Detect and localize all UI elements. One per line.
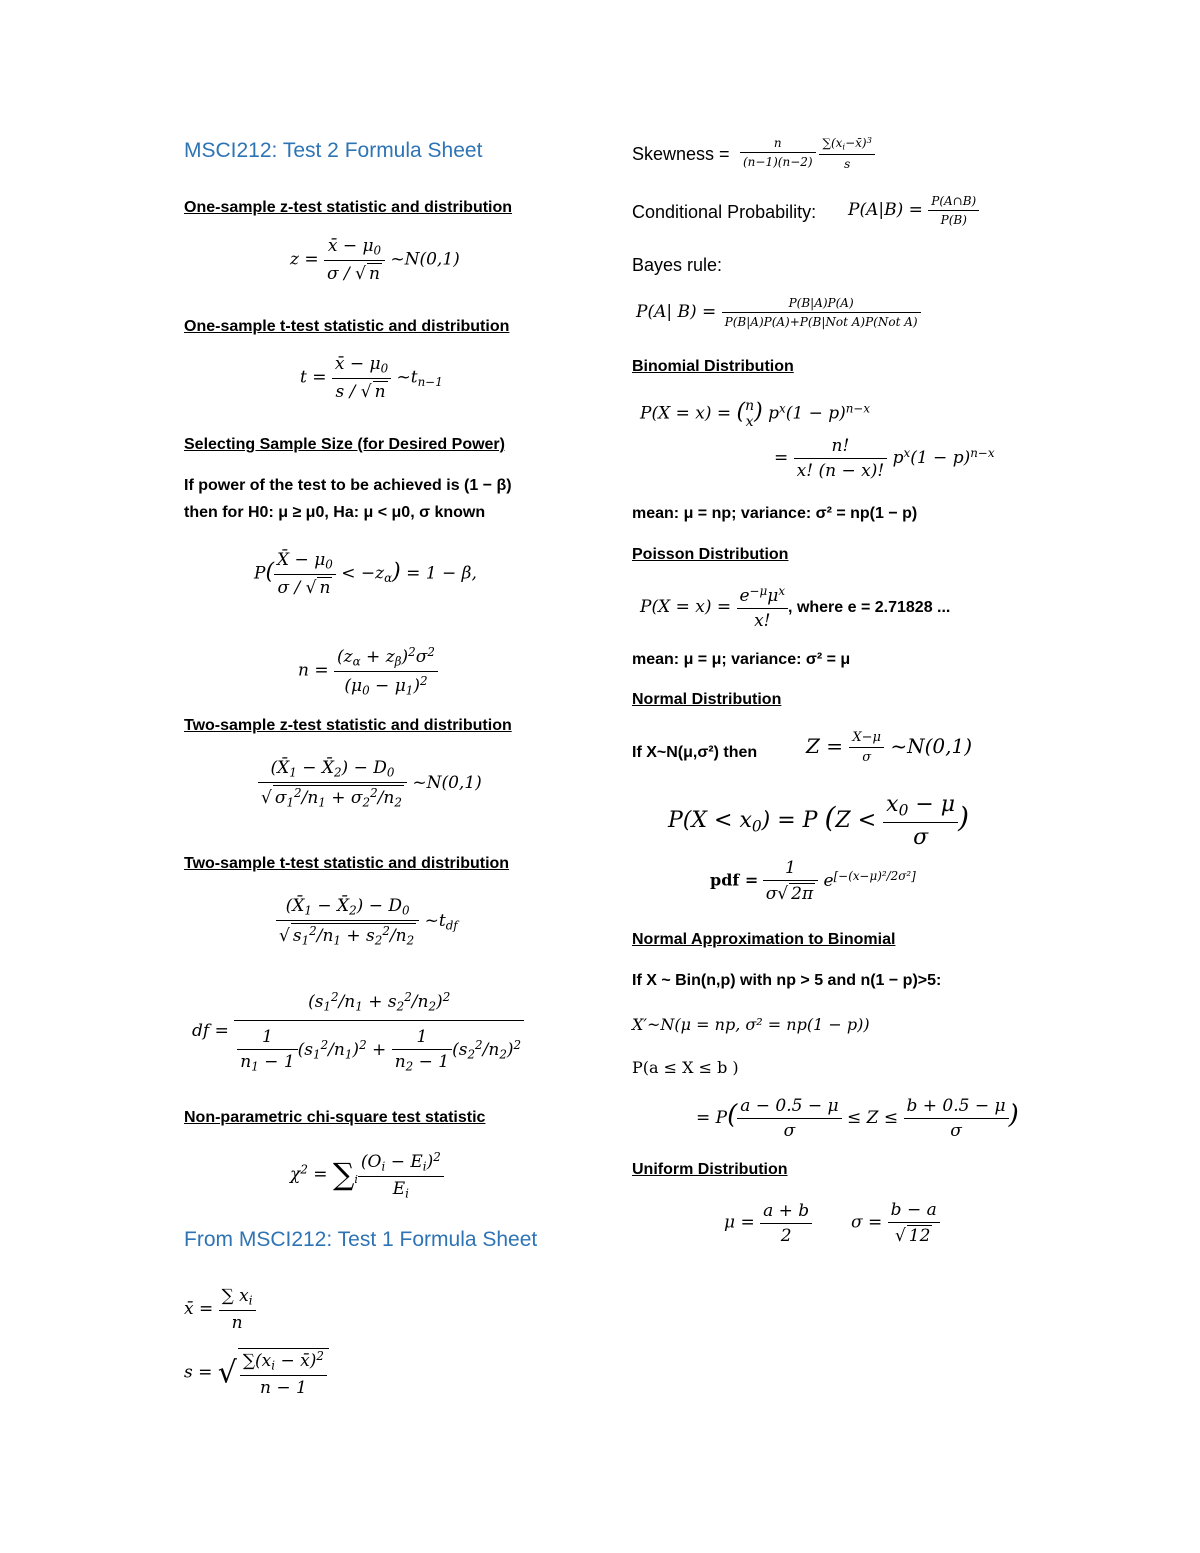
poisson-mean-variance: mean: μ = μ; variance: σ² = μ <box>632 651 851 668</box>
approx-condition: If X ~ Bin(n,p) with np > 5 and n(1 − p)>5: <box>632 972 942 989</box>
label-bayes-rule: Bayes rule: <box>632 255 723 275</box>
formula-two-sample-z: $\frac{(X̄_1 - X̄_2) - D_0}{√ \sigma_1^2/n_1 + \sigma_2^2/n_2}$ ~N(0,1) <box>258 758 482 809</box>
heading-binomial: Binomial Distribution <box>632 358 794 375</box>
heading-poisson: Poisson Distribution <box>632 546 789 563</box>
formula-t-statistic: t = $\frac{x̄ - \mu_0}{s / √ n}$ $\sim t_{n-1}$ <box>300 354 443 402</box>
formula-binomial-factorial: = $\frac{n!}{x! (n - x)!}$ $p^x(1 - p)^{n-x}$ <box>774 436 995 481</box>
power-condition-line1: If power of the test to be achieved is (1 − β) <box>184 477 512 494</box>
heading-uniform: Uniform Distribution <box>632 1161 788 1178</box>
heading-two-sample-t: Two-sample t-test statistic and distribution <box>184 855 510 872</box>
formula-sample-size-n: n = $\frac{(z_\alpha + z_\beta)^2\sigma^2}{(\mu_0 - \mu_1)^2}$ <box>298 645 438 697</box>
poisson-where-note: , where e = 2.71828 ... <box>788 598 951 616</box>
approx-probability-range: P(a ≤ X ≤ b ) <box>632 1058 739 1077</box>
label-conditional-probability: Conditional Probability: <box>632 202 817 222</box>
formula-bayes: P(A| B) = $\frac{P(B|A)P(A)}{\text{P(B|A)P(A)+P(B|Not A)P(Not A)}}$ <box>636 296 921 329</box>
formula-skewness: $\frac{n}{(n-1)(n-2)}$ $\frac{\sum(x_i-x̄)^3}{s}$ <box>740 135 875 171</box>
formula-two-sample-t: $\frac{(X̄_1 - X̄_2) - D_0}{√ s_1^2/n_1 + s_2^2/n_2}$ $\sim t_{df}$ <box>276 896 458 947</box>
formula-power-probability: P( $\frac{X̄ - \mu_0}{\sigma / √ n}$ < $-z_\alpha) = 1 - \beta$, <box>254 550 477 598</box>
heading-normal-approximation: Normal Approximation to Binomial <box>632 931 896 948</box>
formula-z-standardization: Z = $\frac{X-\mu}{\sigma}$ ~N(0,1) <box>806 730 973 765</box>
formula-binomial-pmf: P(X = x) = ( n x ) $p^x(1 - p)^{n-x}$ <box>640 398 871 430</box>
heading-normal: Normal Distribution <box>632 691 782 708</box>
heading-one-sample-z: One-sample z-test statistic and distribution <box>184 199 513 216</box>
section-title-test1: From MSCI212: Test 1 Formula Sheet <box>184 1228 538 1251</box>
approx-x-prime: X′~N(μ = np, σ² = np(1 − p)) <box>632 1015 870 1034</box>
heading-two-sample-z: Two-sample z-test statistic and distribution <box>184 717 512 734</box>
formula-normal-probability: $P(X < x_0) = P$ (Z < $\frac{x_0 - \mu}{\sigma}$ ) <box>668 792 970 850</box>
formula-sample-mean: x̄ = $\frac{\sum x_i}{n}$ <box>184 1286 256 1333</box>
formula-continuity-correction: = P( $\frac{a - 0.5 - \mu}{\sigma}$ ≤ Z ≤ $\frac{b + 0.5 - \mu}{\sigma}$ ) <box>696 1096 1019 1141</box>
label-pdf: pdf = <box>710 870 759 890</box>
page-title: MSCI212: Test 2 Formula Sheet <box>184 139 483 162</box>
heading-one-sample-t: One-sample t-test statistic and distribution <box>184 318 510 335</box>
formula-chi-square: $\chi^2 = \sum_i$ $\frac{(O_i - E_i)^2}{E_i}$ <box>290 1150 444 1200</box>
power-condition-line2: then for H0: μ ≥ μ0, Ha: μ < μ0, σ known <box>184 504 486 521</box>
heading-sample-size: Selecting Sample Size (for Desired Power) <box>184 436 505 453</box>
formula-sample-std: s = √ $\frac{\sum(x_i - x̄)^2}{n - 1}$ <box>184 1348 329 1398</box>
formula-z-statistic: z = $\frac{x̄ - \mu_0}{\sigma / √ n}$ ~N(0,1) <box>290 236 460 284</box>
heading-chi-square: Non-parametric chi-square test statistic <box>184 1109 486 1126</box>
label-skewness: Skewness = <box>632 144 730 164</box>
formula-degrees-of-freedom: df = $(s_1^2/n_1 + s_2^2/n_2)^2$ $\frac{1}{n_1 - 1}$ $(s_1^2/n_1)^2$ + $\frac{1}{n_2 - 1}$ $(s_2^2/n_2)^2$ <box>192 990 524 1073</box>
formula-uniform: μ = $\frac{a + b}{2}$ σ = $\frac{b - a}{√ 12}$ <box>724 1200 940 1246</box>
formula-normal-pdf: pdf = $\frac{1}{\sigma√ 2\pi}$ e[−(x−μ)²/2σ²] <box>710 858 916 904</box>
normal-condition: If X~N(μ,σ²) then <box>632 744 758 761</box>
formula-conditional-probability: P(A|B) = $\frac{P(A\cap B)}{P(B)}$ <box>848 194 979 227</box>
formula-poisson-pmf: P(X = x) = $\frac{e^{-\mu}\mu^x}{x!}$ , where e = 2.71828 ... <box>640 584 951 631</box>
binomial-mean-variance: mean: μ = np; variance: σ² = np(1 − p) <box>632 505 918 522</box>
